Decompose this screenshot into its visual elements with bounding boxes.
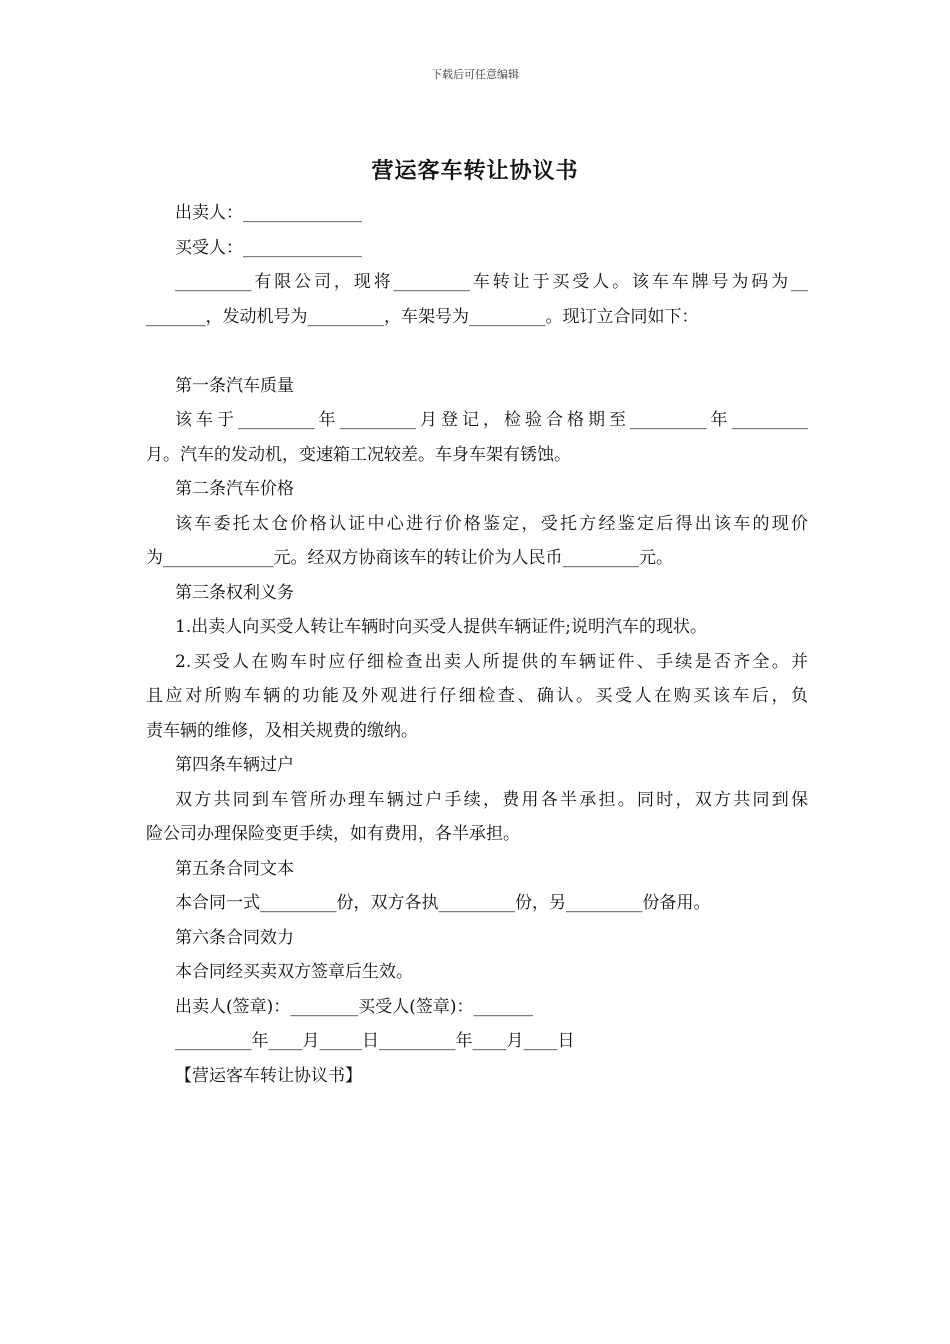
article-5-title: 第五条合同文本 [175,858,294,879]
footer-title: 【营运客车转让协议书】 [175,1065,362,1086]
document-title: 营运客车转让协议书 [371,158,579,184]
article-4-title: 第四条车辆过户 [175,755,294,775]
article-3-item-2-line-2: 且应对所购车辆的功能及外观进行仔细检查、确认。买受人在购买该车后，负 [146,686,808,706]
date-line: _________年____月_____日_________年____月____日 [175,1031,575,1051]
intro-line-2: _______，发动机号为_________，车架号为_________。现订立合同如下： [146,306,699,327]
article-3-item-2-line-1: 2.买受人在购车时应仔细检查出卖人所提供的车辆证件、手续是否齐全。并 [175,651,808,672]
header-note: 下载后可任意编辑 [431,68,519,81]
article-2-title: 第二条汽车价格 [175,479,294,499]
article-2-line-1: 该车委托太仓价格认证中心进行价格鉴定，受托方经鉴定后得出该车的现价 [175,513,808,534]
article-3-item-1: 1.出卖人向买受人转让车辆时向买受人提供车辆证件;说明汽车的现状。 [175,617,707,637]
article-6-title: 第六条合同效力 [175,927,294,948]
article-3-title: 第三条权利义务 [175,582,294,603]
signature-line: 出卖人(签章)：________买受人(签章)：_______ [175,996,534,1017]
article-6-line-1: 本合同经买卖双方签章后生效。 [175,962,413,982]
seller-line: 出卖人：______________ [175,203,362,223]
buyer-line: 买受人：______________ [175,237,362,258]
article-3-item-2-line-3: 责车辆的维修，及相关规费的缴纳。 [146,720,418,741]
article-2-line-2: 为_____________元。经双方协商该车的转让价为人民币_________元。 [146,548,673,568]
article-1-line-1: 该车于_________年_________月登记，检验合格期至_________年_________ [175,410,808,430]
article-1-title: 第一条汽车质量 [175,375,294,396]
article-1-line-2: 月。汽车的发动机，变速箱工况较差。车身车架有锈蚀。 [146,444,571,465]
paragraph-spacer [146,334,808,369]
article-4-line-1: 双方共同到车管所办理车辆过户手续，费用各半承担。同时，双方共同到保 [175,789,808,810]
intro-line-1: _________有限公司，现将_________车转让于买受人。该车车牌号为码为__ [175,272,808,292]
article-4-line-2: 险公司办理保险变更手续，如有费用，各半承担。 [146,824,520,844]
document-body [146,196,808,1093]
article-5-line-1: 本合同一式_________份，双方各执_________份，另_________份备用。 [175,893,711,913]
